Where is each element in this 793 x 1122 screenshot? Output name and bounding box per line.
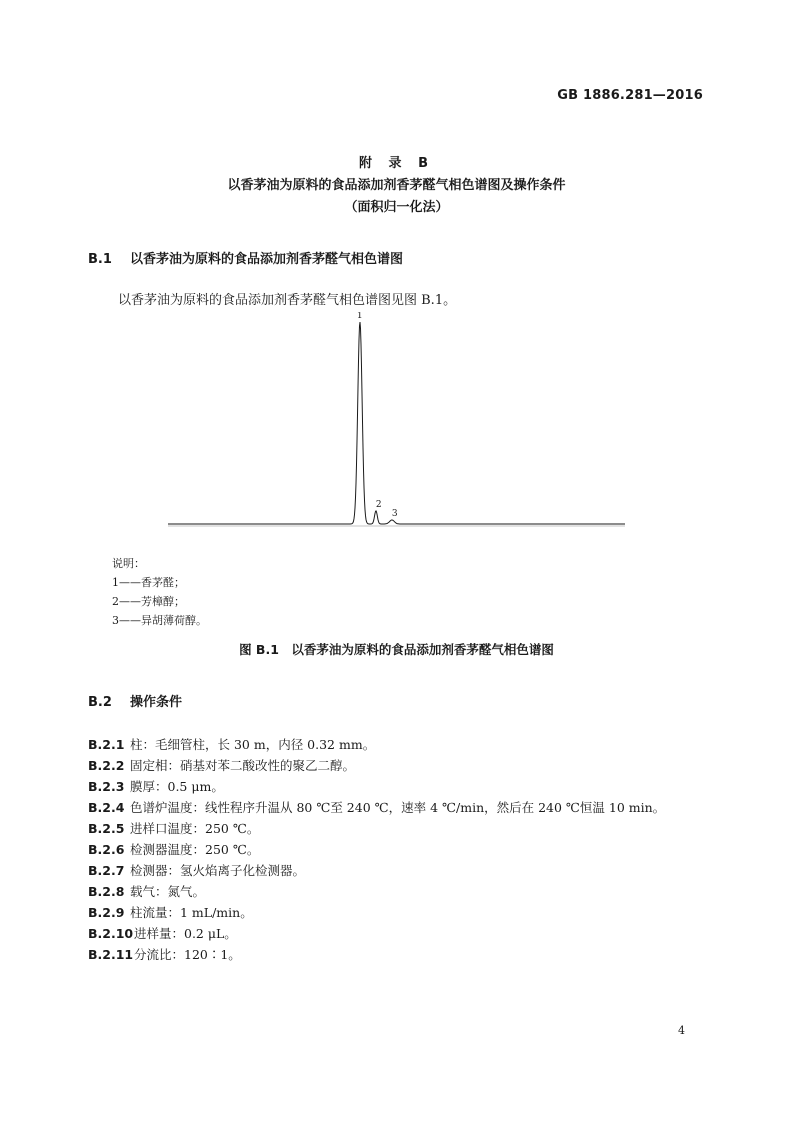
section-b2-number: B.2 [88, 695, 112, 710]
page-number: 4 [678, 1024, 685, 1037]
condition-number: B.2.10 [88, 926, 134, 941]
condition-item [88, 882, 205, 900]
condition-item [88, 903, 253, 921]
note-item: 3——异胡薄荷醇。 [112, 614, 207, 627]
chromatogram-chart [160, 312, 630, 532]
condition-item [88, 798, 665, 816]
condition-item [88, 777, 224, 795]
section-b1-intro: 以香茅油为原料的食品添加剂香茅醛气相色谱图见图 B.1。 [118, 293, 457, 308]
figure-caption: 图 B.1 以香茅油为原料的食品添加剂香茅醛气相色谱图 [239, 642, 554, 657]
peak-label: 3 [391, 509, 398, 519]
condition-number: B.2.8 [88, 884, 125, 899]
section-b1-heading [88, 248, 403, 267]
condition-number: B.2.2 [88, 758, 125, 773]
condition-item [88, 735, 375, 753]
section-b1-title: 以香茅油为原料的食品添加剂香茅醛气相色谱图 [130, 252, 404, 267]
section-b2-heading [88, 691, 182, 710]
condition-item [88, 840, 259, 858]
condition-item [88, 861, 305, 879]
condition-number: B.2.1 [88, 737, 125, 752]
condition-text: 柱流量：1 mL/min。 [130, 905, 253, 920]
condition-number: B.2.6 [88, 842, 125, 857]
condition-text: 进样量：0.2 μL。 [134, 926, 237, 941]
condition-text: 检测器温度：250 ℃。 [130, 842, 260, 857]
appendix-label: 附 录 B [359, 156, 434, 171]
section-b1-number: B.1 [88, 252, 112, 267]
condition-number: B.2.5 [88, 821, 125, 836]
condition-item [88, 756, 355, 774]
note-item: 2——芳樟醇； [112, 595, 185, 608]
condition-text: 色谱炉温度：线性程序升温从 80 ℃至 240 ℃，速率 4 ℃/min，然后在 240 ℃恒温 10 min。 [130, 800, 666, 815]
section-b2-title: 操作条件 [130, 695, 183, 710]
condition-number: B.2.7 [88, 863, 125, 878]
standard-code: GB 1886.281—2016 [557, 88, 703, 103]
condition-number: B.2.9 [88, 905, 125, 920]
notes-heading: 说明： [112, 557, 145, 570]
condition-text: 固定相：硝基对苯二酸改性的聚乙二醇。 [130, 758, 356, 773]
condition-item [88, 924, 237, 942]
condition-number: B.2.3 [88, 779, 125, 794]
condition-text: 载气：氮气。 [130, 884, 206, 899]
peak-label: 1 [356, 312, 363, 321]
condition-item [88, 819, 259, 837]
condition-text: 膜厚：0.5 μm。 [130, 779, 224, 794]
note-item: 1——香茅醛； [112, 576, 185, 589]
condition-item [88, 945, 241, 963]
chromatogram-svg [160, 312, 630, 532]
condition-number: B.2.4 [88, 800, 125, 815]
chart-background [160, 312, 630, 532]
appendix-title: 以香茅油为原料的食品添加剂香茅醛气相色谱图及操作条件 [227, 178, 566, 193]
condition-number: B.2.11 [88, 947, 134, 962]
condition-text: 进样口温度：250 ℃。 [130, 821, 260, 836]
condition-text: 检测器：氢火焰离子化检测器。 [130, 863, 306, 878]
condition-text: 分流比：120∶1。 [134, 947, 241, 962]
condition-text: 柱：毛细管柱，长 30 m，内径 0.32 mm。 [130, 737, 376, 752]
peak-label: 2 [375, 499, 382, 510]
appendix-subtitle: （面积归一化法） [344, 200, 449, 215]
